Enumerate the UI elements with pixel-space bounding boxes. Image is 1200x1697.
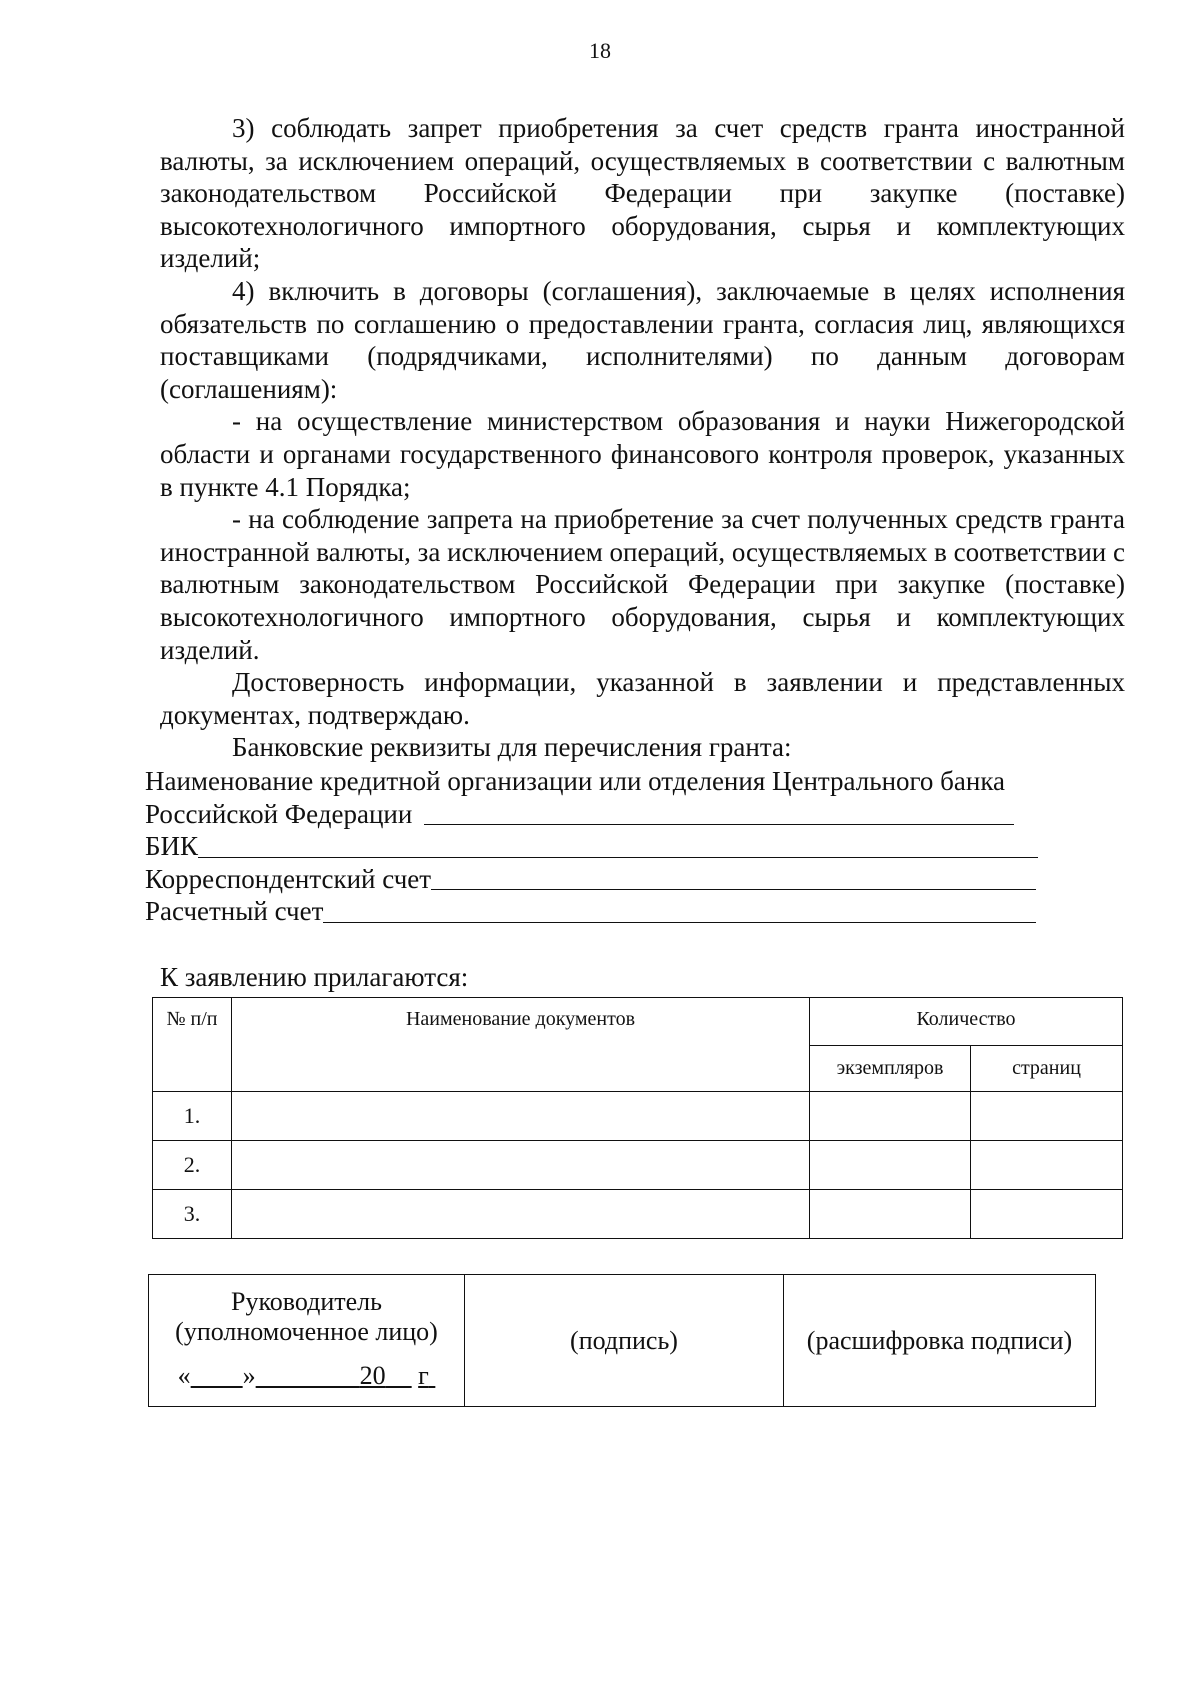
page-number: 18 [589,38,611,63]
copies-cell[interactable] [810,1092,971,1141]
account-field[interactable] [323,896,1036,923]
table-row [153,1190,1123,1239]
pages-cell[interactable] [971,1141,1123,1190]
signer-role: Руководитель [231,1286,382,1316]
attachments-title: К заявлению прилагаются: [160,962,469,992]
bank-name-label: Наименование кредитной организации или отделения Центрального банка [145,766,1006,796]
row-number: 1. [153,1092,232,1141]
bank-requisites [145,765,1125,928]
corr-account-row [145,863,1125,896]
table-row [153,1092,1123,1141]
date-line[interactable] [150,1361,463,1391]
account-label: Расчетный счет [145,896,324,927]
date-year-suffix: г [418,1360,429,1390]
corr-account-field[interactable] [431,863,1036,890]
paragraph-4: 4) включить в договоры (соглашения), заключаемые в целях исполнения обязательств по соглашению о предоставлении гранта, согласия лиц, являющихся поставщиками (подрядчиками, исполнителями) по данным договорам (соглашениям): [160,275,1125,404]
date-end-blank [429,1361,436,1390]
corr-account-label: Корреспондентский счет [145,863,432,894]
date-open-quote: « [177,1360,191,1390]
col-copies-header: экземпляров [810,1046,971,1092]
copies-cell[interactable] [810,1190,971,1239]
signature-decode-cell[interactable] [784,1275,1096,1407]
col-num-header: № п/п [153,998,232,1092]
body-text [160,112,1125,764]
paragraph-bank-heading: Банковские реквизиты для перечисления гранта: [232,732,792,763]
date-year-blank[interactable] [386,1361,412,1390]
signature-decode-label: (расшифровка подписи) [806,1325,1073,1355]
date-day-blank[interactable] [191,1361,243,1390]
account-row [145,895,1125,928]
paragraph-consent-inspection: - на осуществление министерством образования и науки Нижегородской области и органами государственного финансового контроля проверок, указанных в пункте 4.1 Порядка; [160,406,1125,502]
attachments-table [152,997,1123,1239]
row-number: 2. [153,1141,232,1190]
pages-cell[interactable] [971,1092,1123,1141]
date-month-blank[interactable] [256,1361,360,1390]
table-row [153,1141,1123,1190]
pages-cell[interactable] [971,1190,1123,1239]
date-year-prefix: 20 [359,1360,386,1390]
col-name-header: Наименование документов [232,998,810,1092]
bank-name-label-cont: Российской Федерации [145,798,413,829]
paragraph-confirmation: Достоверность информации, указанной в заявлении и представленных документах, подтверждаю. [160,667,1125,730]
signer-role-note: (уполномоченное лицо) [175,1316,438,1346]
row-number: 3. [153,1190,232,1239]
doc-name-cell[interactable] [232,1141,810,1190]
bik-label: БИК [145,831,199,862]
signature-label: (подпись) [570,1325,678,1355]
doc-name-cell[interactable] [232,1092,810,1141]
paragraph-3: 3) соблюдать запрет приобретения за счет средств гранта иностранной валюты, за исключением операций, осуществляемых в соответствии с валютным законодательством Российской Федерации при закупке (поставке) высокотехнологичного импортного оборудования, сырья и комплектующих изделий; [160,113,1125,274]
copies-cell[interactable] [810,1141,971,1190]
bank-name-row [145,798,1125,831]
doc-name-cell[interactable] [232,1190,810,1239]
col-qty-header: Количество [810,998,1123,1046]
signature-table [148,1274,1096,1407]
bank-name-field[interactable] [424,798,1014,825]
signer-role-cell [149,1275,465,1407]
paragraph-consent-currency: - на соблюдение запрета на приобретение за счет полученных средств гранта иностранной валюты, за исключением операций, осуществляемых в соответствии с валютным законодательством Российской Федерации при закупке (поставке) высокотехнологичного импортного оборудования, сырья и комплектующих изделий. [160,504,1125,665]
date-close-quote: » [242,1360,256,1390]
bik-field[interactable] [198,831,1038,858]
bik-row [145,830,1125,863]
signature-cell[interactable] [465,1275,784,1407]
col-pages-header: страниц [971,1046,1123,1092]
